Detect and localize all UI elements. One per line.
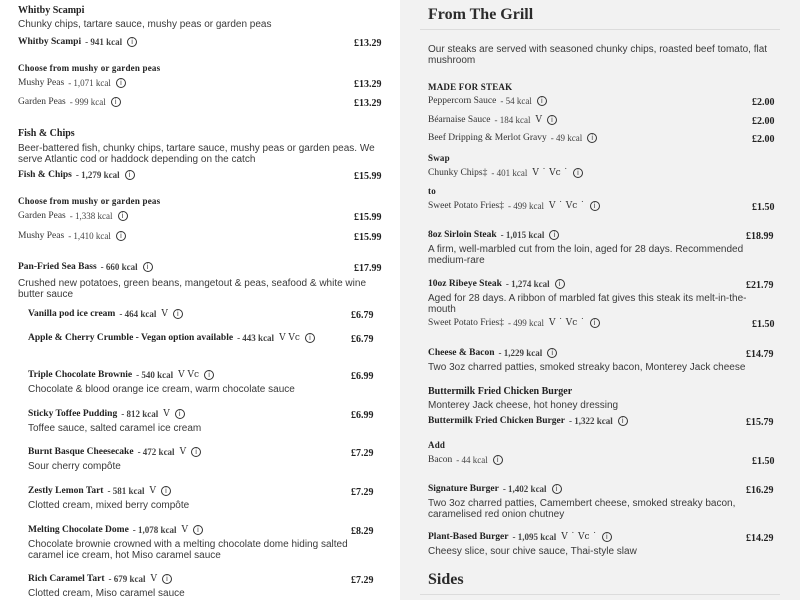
info-icon[interactable]: i <box>590 318 600 328</box>
grill-heading: From The Grill <box>428 6 534 23</box>
scampi-option-mushy[interactable] <box>18 78 126 88</box>
chicken-title: Buttermilk Fried Chicken Burger <box>428 386 573 397</box>
item-name: Cheese & Bacon <box>428 348 495 358</box>
item-kcal: - 1,322 kcal <box>568 416 613 426</box>
info-icon[interactable]: i <box>587 133 597 143</box>
sirloin-price: £18.99 <box>746 231 774 242</box>
info-icon[interactable]: i <box>555 279 565 289</box>
dessert-desc: Chocolate & blood orange ice cream, warm chocolate sauce <box>28 384 295 395</box>
scampi-choose: Choose from mushy or garden peas <box>18 63 161 73</box>
item-kcal: - 1,095 kcal <box>512 532 557 542</box>
option-kcal: - 44 kcal <box>456 455 488 465</box>
item-name: Zestly Lemon Tart <box>28 486 104 496</box>
diet-badges: V <box>163 409 170 419</box>
item-kcal: - 443 kcal <box>237 333 275 343</box>
fish-title: Fish & Chips <box>18 128 75 139</box>
bacon-addon-price: £1.50 <box>752 456 775 467</box>
sauce-row[interactable] <box>428 96 547 106</box>
item-kcal: - 941 kcal <box>85 37 123 47</box>
item-name: Sticky Toffee Pudding <box>28 409 118 419</box>
chicken-price: £15.79 <box>746 417 774 428</box>
item-name: 8oz Sirloin Steak <box>428 230 497 240</box>
dessert-row[interactable] <box>28 486 171 496</box>
dessert-row[interactable] <box>28 409 185 419</box>
dessert-desc: Toffee sauce, salted caramel ice cream <box>28 423 202 434</box>
chicken-row[interactable] <box>428 416 628 426</box>
info-icon[interactable]: i <box>493 455 503 465</box>
item-kcal: - 1,229 kcal <box>498 348 543 358</box>
grill-intro: Our steaks are served with seasoned chunky chips, roasted beef tomato, flat mushroom <box>428 44 768 66</box>
signature-desc: Two 3oz charred patties, Camembert cheese, smoked streaky bacon, caramelised red onion chutney <box>428 498 736 520</box>
chicken-desc: Monterey Jack cheese, hot honey dressing <box>428 400 619 411</box>
item-kcal: - 1,274 kcal <box>505 279 550 289</box>
item-name: Pan-Fried Sea Bass <box>18 262 97 272</box>
info-icon[interactable]: i <box>552 484 562 494</box>
dessert-row[interactable] <box>28 447 201 457</box>
info-icon[interactable]: i <box>618 416 628 426</box>
signature-price: £16.29 <box>746 485 774 496</box>
item-kcal: - 1,279 kcal <box>75 170 120 180</box>
info-icon[interactable]: i <box>547 115 557 125</box>
item-name: Whitby Scampi <box>18 37 82 47</box>
fish-option-garden-price: £15.99 <box>354 212 382 223</box>
scampi-option-garden-price: £13.29 <box>354 98 382 109</box>
diet-badges: V <box>535 115 543 125</box>
seabass-row[interactable] <box>18 262 153 272</box>
option-name: Mushy Peas <box>18 78 65 88</box>
swap-label: Swap <box>428 153 450 163</box>
diet-badges: V ˙ Vc ˙ <box>532 168 569 178</box>
fish-option-mushy[interactable] <box>18 231 126 241</box>
item-name: Fish & Chips <box>18 170 72 180</box>
dessert-desc: Sour cherry compôte <box>28 461 121 472</box>
diet-badges: V ˙ Vc ˙ <box>561 532 597 542</box>
info-icon[interactable]: i <box>573 168 583 178</box>
add-label: Add <box>428 440 446 450</box>
scampi-price: £13.29 <box>354 38 382 49</box>
diet-badges: V <box>179 447 187 457</box>
sirloin-desc: A firm, well-marbled cut from the loin, aged for 28 days. Recommended medium-rare <box>428 244 744 266</box>
item-name: Plant-Based Burger <box>428 532 509 542</box>
ribeye-price: £21.79 <box>746 280 774 291</box>
option-name: Bacon <box>428 455 453 465</box>
scampi-title: Whitby Scampi <box>18 5 85 16</box>
option-kcal: - 49 kcal <box>550 133 583 143</box>
dessert-price: £8.29 <box>351 526 374 537</box>
sauce-row[interactable] <box>428 115 557 125</box>
scampi-desc: Chunky chips, tartare sauce, mushy peas or garden peas <box>18 19 272 30</box>
item-name: 10oz Ribeye Steak <box>428 279 502 289</box>
plant-row[interactable] <box>428 532 612 542</box>
seabass-desc: Crushed new potatoes, green beans, mangetout & peas, seafood & white wine butter sauce <box>18 278 367 300</box>
info-icon[interactable]: i <box>193 525 203 535</box>
made-for-steak-label: MADE FOR STEAK <box>428 82 513 92</box>
option-name: Garden Peas <box>18 211 66 221</box>
fish-option-garden[interactable] <box>18 211 128 221</box>
item-name: Vanilla pod ice cream <box>28 309 116 319</box>
dessert-price: £6.79 <box>351 310 374 321</box>
dessert-price: £7.29 <box>351 487 374 498</box>
dessert-row[interactable] <box>28 574 172 584</box>
info-icon[interactable]: i <box>161 486 171 496</box>
item-kcal: - 1,015 kcal <box>500 230 545 240</box>
plant-price: £14.29 <box>746 533 774 544</box>
fish-option-mushy-price: £15.99 <box>354 232 382 243</box>
diet-badges: V Vc <box>178 370 200 380</box>
dessert-row[interactable] <box>28 333 315 343</box>
ribeye-swap-row[interactable] <box>428 318 600 328</box>
grill-column <box>400 0 800 600</box>
info-icon[interactable]: i <box>590 201 600 211</box>
option-name: Peppercorn Sauce <box>428 96 497 106</box>
option-kcal: - 184 kcal <box>494 115 531 125</box>
option-name: Garden Peas <box>18 97 66 107</box>
info-icon[interactable]: i <box>116 231 126 241</box>
item-kcal: - 679 kcal <box>108 574 146 584</box>
dessert-row[interactable] <box>28 309 183 319</box>
cheese-bacon-row[interactable] <box>428 348 557 358</box>
sides-heading: Sides <box>428 571 464 588</box>
info-icon[interactable]: i <box>173 309 183 319</box>
option-kcal: - 499 kcal <box>508 201 544 211</box>
diet-badges: V ˙ Vc ˙ <box>549 318 585 328</box>
heading-divider <box>420 29 780 30</box>
option-kcal: - 999 kcal <box>69 97 106 107</box>
ribeye-row[interactable] <box>428 279 565 289</box>
info-icon[interactable]: i <box>305 333 315 343</box>
sauce-price: £2.00 <box>752 116 775 127</box>
sides-divider <box>420 594 780 595</box>
dessert-price: £7.29 <box>351 448 374 459</box>
option-kcal: - 1,410 kcal <box>68 231 111 241</box>
dessert-price: £7.29 <box>351 575 374 586</box>
fish-desc: Beer-battered fish, chunky chips, tartare sauce, mushy peas or garden peas. We serve Atlantic cod or haddock depending on the catch <box>18 143 375 165</box>
plant-desc: Cheesy slice, sour chive sauce, Thai-style slaw <box>428 546 637 557</box>
fish-price: £15.99 <box>354 171 382 182</box>
info-icon[interactable]: i <box>191 447 201 457</box>
diet-badges: V <box>181 525 189 535</box>
info-icon[interactable]: i <box>118 211 128 221</box>
info-icon[interactable]: i <box>537 96 547 106</box>
item-name: Triple Chocolate Brownie <box>28 370 133 380</box>
diet-badges: V <box>149 486 156 496</box>
option-kcal: - 499 kcal <box>508 318 544 328</box>
item-name: Rich Caramel Tart <box>28 574 105 584</box>
info-icon[interactable]: i <box>125 170 135 180</box>
dessert-desc: Clotted cream, mixed berry compôte <box>28 500 190 511</box>
diet-badges: V <box>161 309 168 319</box>
sauce-row[interactable] <box>428 133 597 143</box>
dessert-desc: Clotted cream, Miso caramel sauce <box>28 588 185 599</box>
sauce-price: £2.00 <box>752 97 775 108</box>
info-icon[interactable]: i <box>547 348 557 358</box>
option-name: Béarnaise Sauce <box>428 115 491 125</box>
cheese-bacon-desc: Two 3oz charred patties, smoked streaky bacon, Monterey Jack cheese <box>428 362 746 373</box>
sirloin-row[interactable] <box>428 230 559 240</box>
info-icon[interactable]: i <box>204 370 214 380</box>
item-kcal: - 464 kcal <box>119 309 157 319</box>
info-icon[interactable]: i <box>127 37 137 47</box>
dessert-price: £6.99 <box>351 371 374 382</box>
item-kcal: - 540 kcal <box>136 370 174 380</box>
item-kcal: - 581 kcal <box>107 486 145 496</box>
ribeye-swap-price: £1.50 <box>752 319 775 330</box>
option-name: Chunky Chips‡ <box>428 168 488 178</box>
dessert-desc: Chocolate brownie crowned with a melting chocolate dome hiding salted caramel ice cream, hot Miso caramel sauce <box>28 539 348 561</box>
item-kcal: - 660 kcal <box>100 262 138 272</box>
option-name: Beef Dripping & Merlot Gravy <box>428 133 547 143</box>
option-name: Sweet Potato Fries‡ <box>428 201 504 211</box>
item-name: Burnt Basque Cheesecake <box>28 447 134 457</box>
fish-row[interactable] <box>18 170 135 180</box>
option-kcal: - 54 kcal <box>500 96 532 106</box>
item-name: Buttermilk Fried Chicken Burger <box>428 416 565 426</box>
fish-choose: Choose from mushy or garden peas <box>18 196 161 206</box>
item-kcal: - 1,078 kcal <box>132 525 177 535</box>
scampi-row[interactable] <box>18 37 137 47</box>
item-kcal: - 472 kcal <box>137 447 175 457</box>
sauce-price: £2.00 <box>752 134 775 145</box>
option-kcal: - 1,338 kcal <box>69 211 113 221</box>
item-name: Signature Burger <box>428 484 499 494</box>
cheese-bacon-price: £14.79 <box>746 349 774 360</box>
swap-to-price: £1.50 <box>752 202 775 213</box>
item-kcal: - 1,402 kcal <box>502 484 547 494</box>
info-icon[interactable]: i <box>116 78 126 88</box>
info-icon[interactable]: i <box>111 97 121 107</box>
diet-badges: V Vc <box>279 333 300 343</box>
option-name: Mushy Peas <box>18 231 65 241</box>
dessert-row[interactable] <box>28 370 214 380</box>
diet-badges: V <box>150 574 158 584</box>
dessert-row[interactable] <box>28 525 203 535</box>
swap-from-row[interactable] <box>428 168 583 178</box>
info-icon[interactable]: i <box>162 574 172 584</box>
dessert-price: £6.99 <box>351 410 374 421</box>
diet-badges: V ˙ Vc ˙ <box>549 201 585 211</box>
info-icon[interactable]: i <box>549 230 559 240</box>
bacon-addon-row[interactable] <box>428 455 503 465</box>
option-name: Sweet Potato Fries‡ <box>428 318 504 328</box>
item-name: Apple & Cherry Crumble - Vegan option available <box>28 333 234 343</box>
info-icon[interactable]: i <box>143 262 153 272</box>
scampi-option-garden[interactable] <box>18 97 121 107</box>
ribeye-desc: Aged for 28 days. A ribbon of marbled fat gives this steak its melt-in-the-mouth <box>428 293 747 315</box>
option-kcal: - 1,071 kcal <box>68 78 111 88</box>
option-kcal: - 401 kcal <box>491 168 528 178</box>
scampi-option-mushy-price: £13.29 <box>354 79 382 90</box>
dessert-price: £6.79 <box>351 334 374 345</box>
swap-to-row[interactable] <box>428 201 600 211</box>
signature-row[interactable] <box>428 484 562 494</box>
seabass-price: £17.99 <box>354 263 382 274</box>
info-icon[interactable]: i <box>175 409 185 419</box>
item-name: Melting Chocolate Dome <box>28 525 129 535</box>
info-icon[interactable]: i <box>602 532 612 542</box>
item-kcal: - 812 kcal <box>121 409 159 419</box>
to-label: to <box>428 186 436 196</box>
